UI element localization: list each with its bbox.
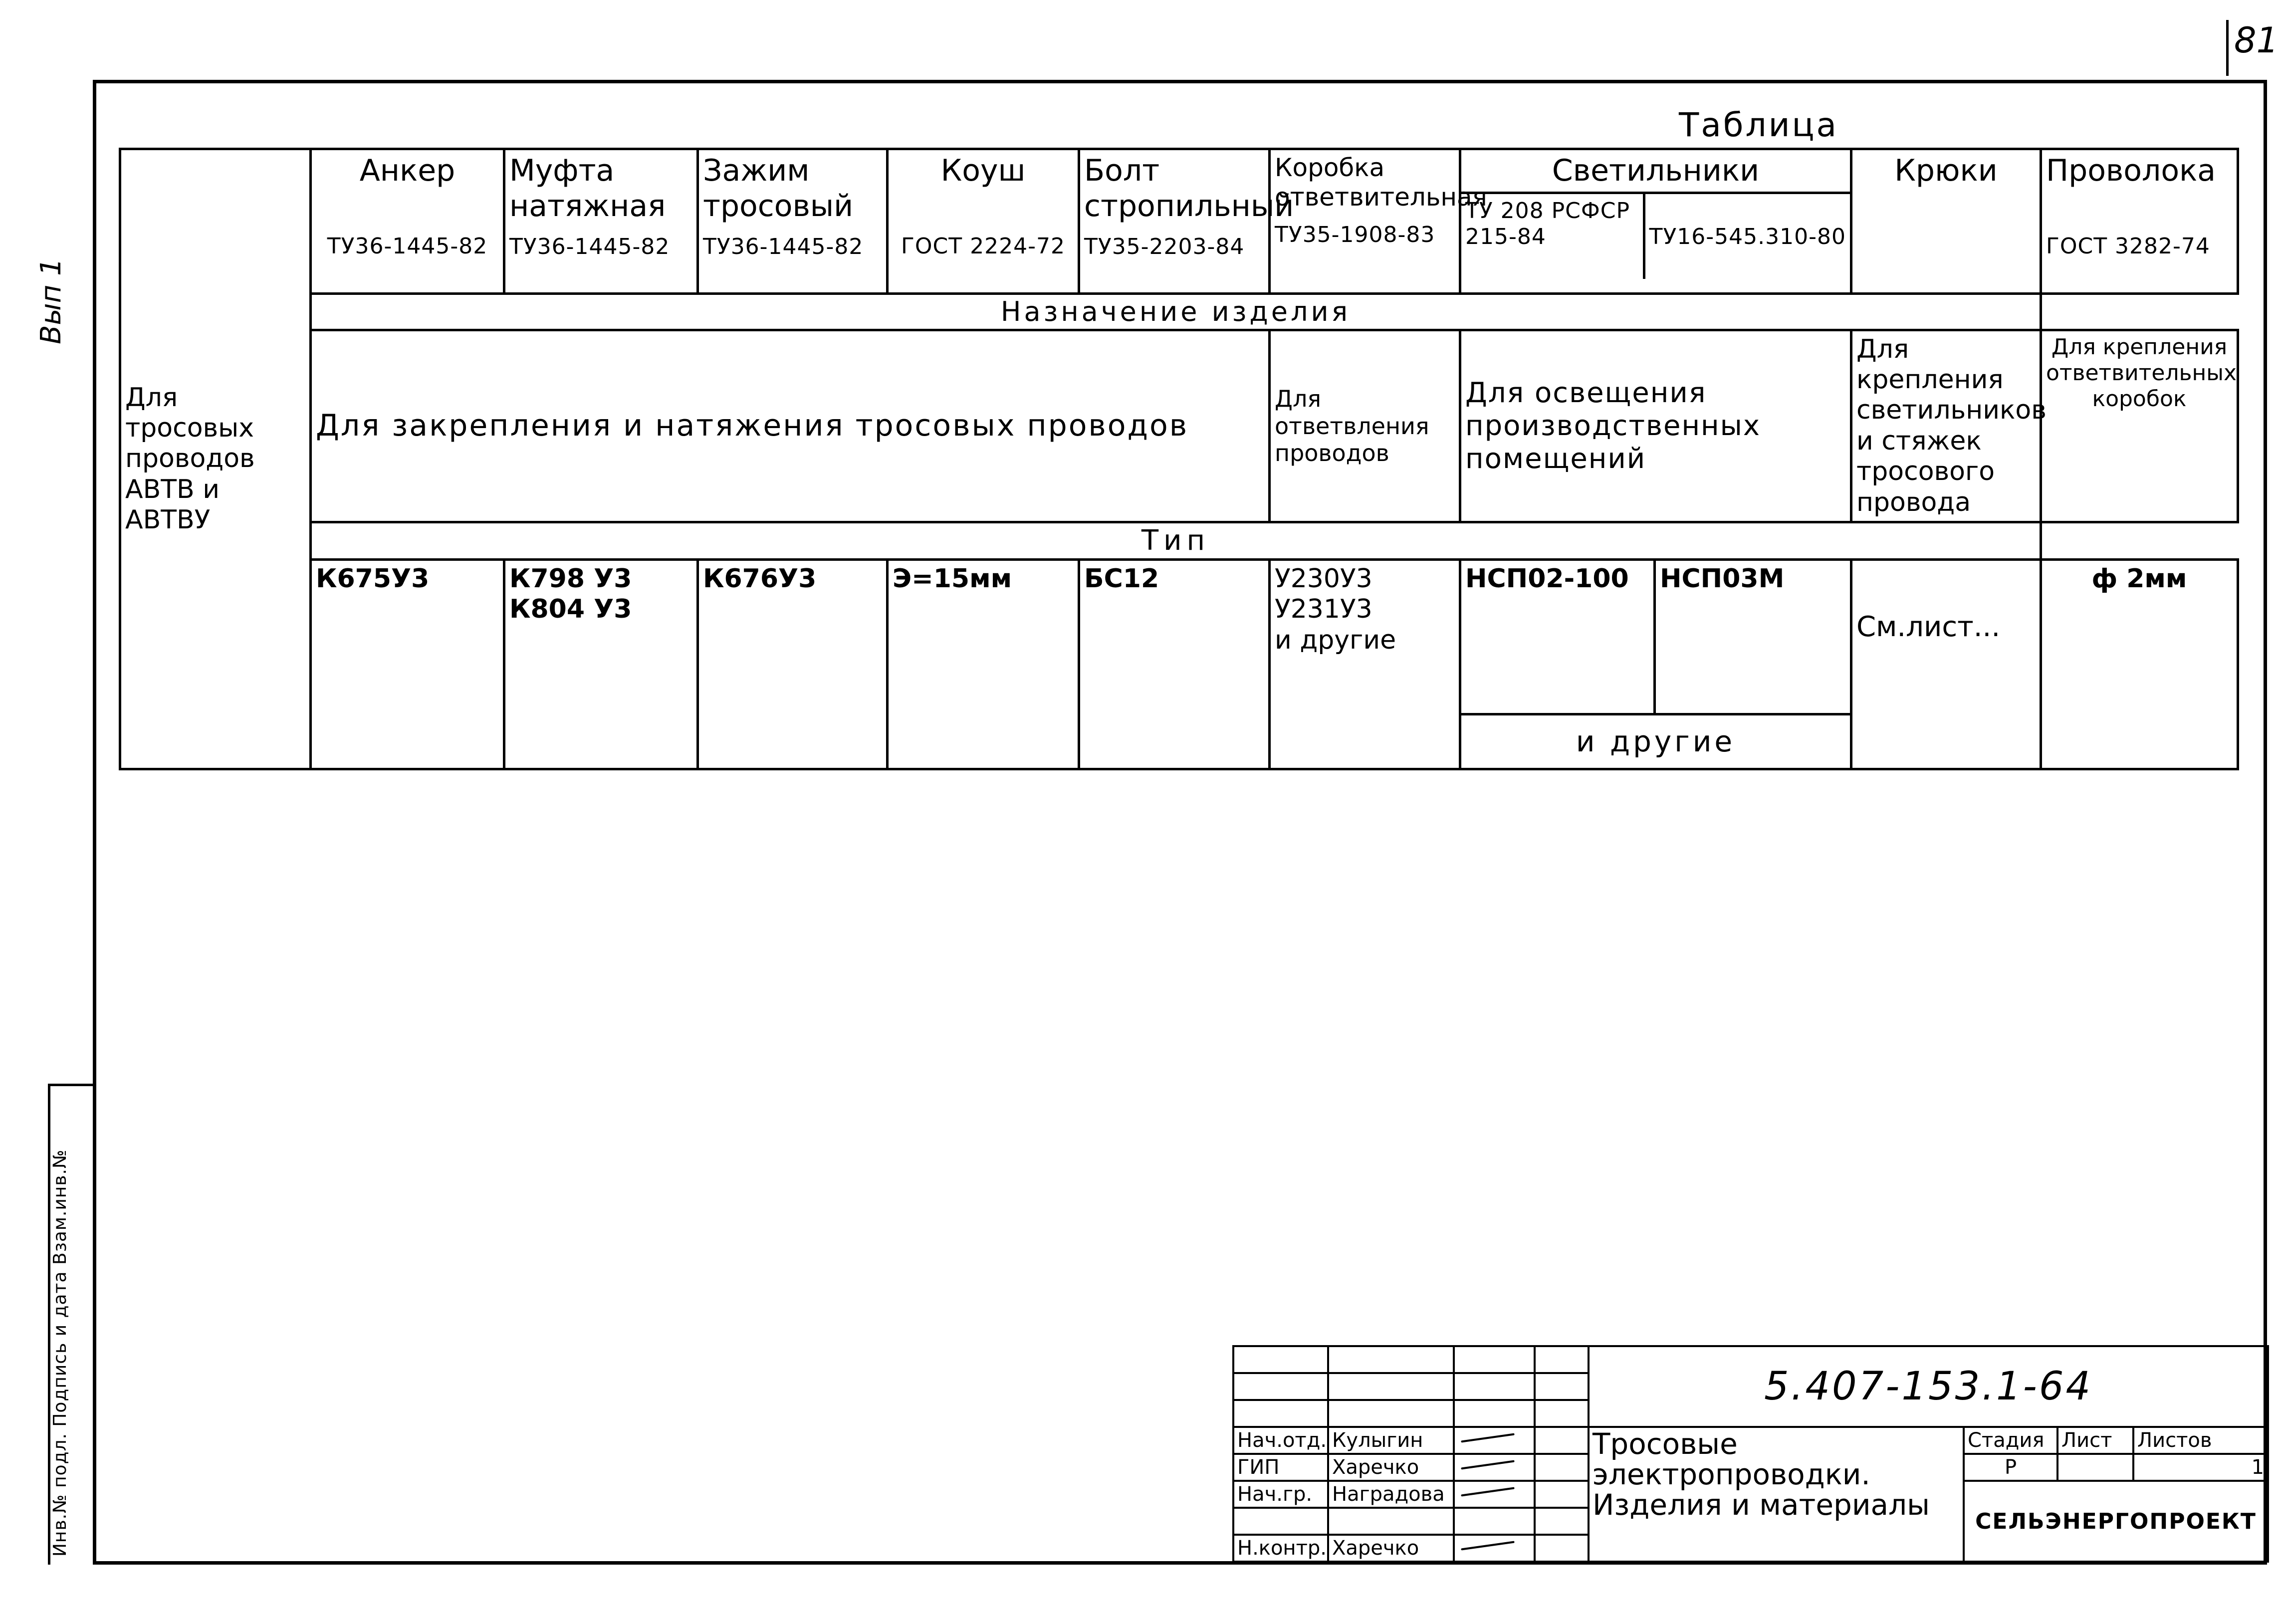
type-value-line: и другие	[1275, 625, 1396, 655]
product-header	[2041, 149, 2238, 294]
product-standard: ГОСТ 2224-72	[901, 233, 1065, 259]
product-header	[1270, 149, 1487, 294]
product-name: Коуш	[940, 153, 1026, 188]
section-type-heading: Тип	[311, 522, 2041, 559]
purpose-fixing: Для закрепления и натяжения тросовых проводов	[311, 330, 1270, 522]
lamps-header	[1460, 149, 1851, 294]
stage-label: Стадия	[1964, 1427, 2057, 1454]
title-block	[1232, 1345, 2269, 1563]
type-value: Э=15мм	[888, 559, 1079, 769]
product-header	[1851, 149, 2041, 294]
purpose-branching: Для ответвления проводов	[1270, 330, 1460, 522]
product-header	[1079, 149, 1294, 294]
document-title: Тросовые электропроводки. Изделия и материалы	[1589, 1427, 1964, 1562]
product-standard: ТУ35-2203-84	[1084, 233, 1245, 259]
organization: СЕЛЬЭНЕРГОПРОЕКТ	[1964, 1481, 2268, 1562]
staff-role: Нач.отд.	[1233, 1427, 1328, 1454]
type-value: См.лист...	[1851, 559, 2041, 769]
type-value: ф 2мм	[2041, 559, 2238, 769]
sheet-label: Лист	[2057, 1427, 2133, 1454]
edition-mark: Вып 1	[35, 258, 67, 344]
product-standard: ТУ35-1908-83	[1275, 222, 1435, 247]
staff-role: ГИП	[1233, 1454, 1328, 1481]
signature-mark	[1458, 1457, 1518, 1474]
type-value	[504, 559, 698, 769]
sheet-value	[2057, 1454, 2133, 1481]
staff-name: Харечко	[1328, 1535, 1454, 1562]
type-value-line: К798 У3	[509, 563, 632, 594]
type-value-line: К804 У3	[509, 594, 632, 625]
purpose-lighting: Для освещения производственных помещений	[1460, 330, 1851, 522]
product-standard: ГОСТ 3282-74	[2046, 233, 2210, 259]
binding-strip-label: Инв.№ подл. Подпись и дата Взам.инв.№	[50, 1149, 70, 1557]
signature	[1454, 1535, 1535, 1562]
product-name: Болт стропильный	[1084, 153, 1294, 224]
product-standard: ТУ36-1445-82	[703, 233, 864, 259]
staff-role: Нач.гр.	[1233, 1481, 1328, 1508]
product-standard: ТУ 208 РСФСР 215-84	[1461, 194, 1645, 279]
product-standard: ТУ36-1445-82	[327, 233, 488, 259]
document-code: 5.407-153.1-64	[1589, 1346, 2268, 1427]
signature	[1454, 1454, 1535, 1481]
product-header	[504, 149, 698, 294]
product-header	[698, 149, 888, 294]
signature-mark	[1458, 1538, 1518, 1555]
product-name: Анкер	[359, 153, 456, 188]
type-value: К675У3	[311, 559, 504, 769]
section-purpose-heading: Назначение изделия	[311, 294, 2041, 330]
sheets-label: Листов	[2133, 1427, 2268, 1454]
left-column-label: Для тросовых проводов АВТВ и АВТВУ	[120, 149, 311, 769]
product-header	[888, 149, 1079, 294]
lamps-other-note: и другие	[1460, 714, 1851, 769]
staff-role: Н.контр.	[1233, 1535, 1328, 1562]
product-name: Крюки	[1894, 153, 1998, 188]
signature	[1454, 1481, 1535, 1508]
product-header	[311, 149, 504, 294]
product-name: Проволока	[2046, 153, 2216, 188]
product-name: Зажим тросовый	[703, 153, 854, 224]
signature-mark	[1458, 1430, 1518, 1447]
staff-name: Наградова	[1328, 1481, 1454, 1508]
product-standard: ТУ16-545.310-80	[1649, 224, 1846, 249]
staff-name: Харечко	[1328, 1454, 1454, 1481]
type-value: К676У3	[698, 559, 888, 769]
sheets-value: 1	[2133, 1454, 2268, 1481]
type-value-line: У231У3	[1275, 594, 1372, 625]
purpose-wire: Для крепления ответвительных коробок	[2041, 330, 2238, 522]
type-value-line: У230У3	[1275, 563, 1372, 594]
products-table	[119, 148, 2239, 770]
table-caption: Таблица	[1679, 106, 1838, 144]
page-number: 81	[2234, 20, 2279, 61]
product-name: Коробка ответвительная	[1275, 153, 1487, 212]
page-number-rule	[2226, 20, 2229, 76]
type-value: НСП03М	[1655, 559, 1851, 714]
product-name: Муфта натяжная	[509, 153, 666, 224]
product-name: Светильники	[1461, 150, 1850, 194]
type-value	[1270, 559, 1460, 769]
product-standard: ТУ36-1445-82	[509, 233, 670, 259]
type-value: НСП02-100	[1460, 559, 1655, 714]
stage-value: Р	[1964, 1454, 2057, 1481]
signature-mark	[1458, 1484, 1518, 1501]
purpose-hooks: Для крепления светильников и стяжек тросового провода	[1851, 330, 2041, 522]
lamps-standards	[1461, 194, 1850, 279]
type-value: БС12	[1079, 559, 1270, 769]
signature	[1454, 1427, 1535, 1454]
staff-name: Кулыгин	[1328, 1427, 1454, 1454]
